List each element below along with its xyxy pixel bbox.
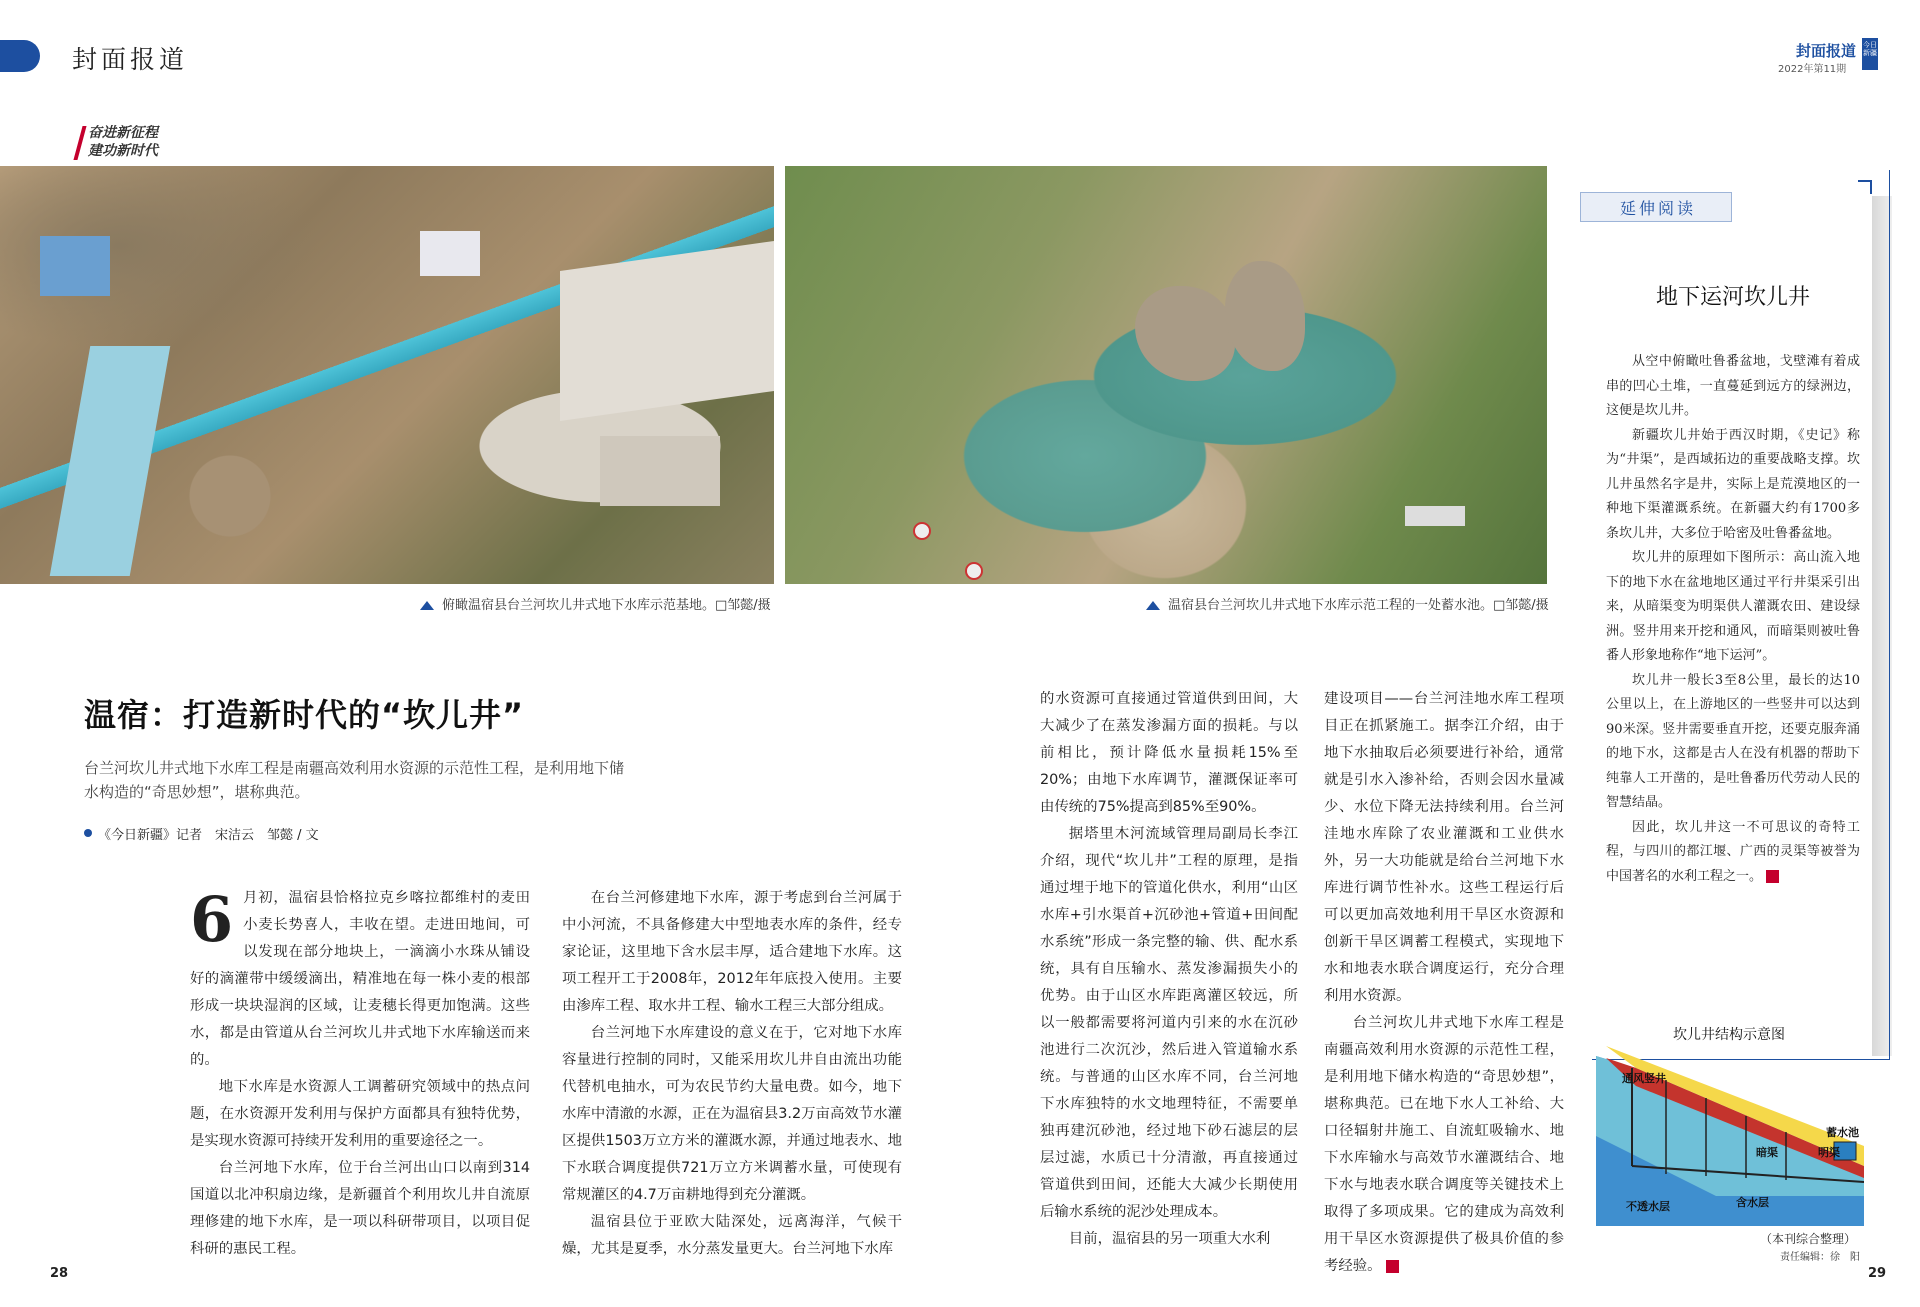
issue-number: 2022年第11期: [1778, 64, 1847, 75]
caption-triangle-icon: [1146, 601, 1160, 610]
paragraph: 台兰河地下水库，位于台兰河出山口以南到314国道以北冲积扇边缘，是新疆首个利用坎儿井自流原理修建的地下水库，是一项以科研带项目，以项目促科研的惠民工程。: [190, 1160, 530, 1257]
paragraph: 台兰河坎儿井式地下水库工程是南疆高效利用水资源的示范性工程，是利用地下储水构造的“奇思妙想”，堪称典范。已在地下水人工补给、大口径辐射井施工、自流虹吸输水、地下水库输水与高效节水灌溉结合、地下水与地表水联合调度等关键技术上取得了多项成果。它的建成为高效利用干旱区水资源提供了极具价值的参考经验。: [1324, 1015, 1564, 1274]
magazine-section-name: 封面报道: [1796, 42, 1857, 60]
end-mark-icon: [1386, 1260, 1399, 1273]
article-column-1: [190, 885, 530, 1263]
sidebar-paragraph: 坎儿井的原理如下图所示：高山流入地下的地下水在盆地地区通过平行井渠采引出来，从暗渠变为明渠供人灌溉农田、建设绿洲。竖井用来开挖和通风，而暗渠则被吐鲁番人形象地称作“地下运河”。: [1606, 550, 1860, 663]
paragraph: 在台兰河修建地下水库，源于考虑到台兰河属于中小河流，不具备修建大中型地表水库的条件，经专家论证，这里地下含水层丰厚，适合建地下水库。这项工程开工于2008年，2012年年底投入使用。主要由渗库工程、取水井工程、输水工程三大部分组成。: [562, 890, 902, 1014]
page-number-right: 29: [1868, 1266, 1887, 1281]
sidebar-text: [1606, 350, 1860, 889]
editor-credit: 责任编辑：徐 阳: [1780, 1252, 1860, 1263]
slogan-mark-icon: [73, 126, 86, 160]
caption-right: 温宿县台兰河坎儿井式地下水库示范工程的一处蓄水池。□邹懿/摄: [1146, 594, 1549, 613]
paragraph: 据塔里木河流域管理局副局长李江介绍，现代“坎儿井”工程的原理，是指通过埋于地下的管道化供水，利用“山区水库+引水渠首+沉砂池+管道+田间配水系统”形成一条完整的输、供、配水系统，具有自压输水、蒸发渗漏损失小的优势。由于山区水库距离灌区较远，所以一般都需要将河道内引来的水在沉砂池进行二次沉沙，然后进入管道输水系统。与普通的山区水库不同，台兰河地下水库独特的水文地理特征，不需要单独再建沉砂池，经过地下砂石滤层的层层过滤，水质已十分清澈，再直接通过管道供到田间，还能大大减少长期使用后输水系统的泥沙处理成本。: [1040, 826, 1298, 1220]
caption-left: 俯瞰温宿县台兰河坎儿井式地下水库示范基地。□邹懿/摄: [420, 594, 771, 613]
sidebar-title: 地下运河坎儿井: [1655, 285, 1810, 310]
paragraph: 月初，温宿县恰格拉克乡喀拉都维村的麦田小麦长势喜人，丰收在望。走进田地间，可以发现在部分地块上，一滴滴小水珠从铺设好的滴灌带中缓缓滴出，精准地在每一株小麦的根部形成一块块湿润的区域，让麦穗长得更加饱满。这些水，都是由管道从台兰河坎儿井式地下水库输送而来的。: [190, 890, 530, 1068]
caption-triangle-icon: [420, 601, 434, 610]
slogan-line-1: 奋进新征程: [88, 125, 158, 141]
article-subtitle: 台兰河坎儿井式地下水库工程是南疆高效利用水资源的示范性工程，是利用地下储水构造的“奇思妙想”，堪称典范。: [84, 759, 625, 801]
sidebar-corner-icon: [1858, 180, 1872, 194]
diagram-title: 坎儿井结构示意图: [1673, 1027, 1785, 1043]
section-title: 封面报道: [72, 45, 189, 74]
byline-dot-icon: [84, 829, 92, 837]
photo-aerial-reservoir-base: [0, 166, 774, 584]
paragraph: 台兰河地下水库建设的意义在于，它对地下水库容量进行控制的同时，又能采用坎儿井自由流出功能代替机电抽水，可为农民节约大量电费。如今，地下水库中清澈的水源，正在为温宿县3.2万亩高效节水灌区提供1503万立方米的灌溉水源，并通过地表水、地下水联合调度提供721万立方米调蓄水量，可使现有常规灌区的4.7万亩耕地得到充分灌溉。: [562, 1025, 902, 1203]
diagram-label-aquifer: 含水层: [1736, 1196, 1769, 1209]
article-column-4: [1324, 686, 1564, 1280]
end-mark-icon: [1766, 870, 1779, 883]
header-accent-bar: [0, 40, 40, 72]
article-title: 温宿：打造新时代的“坎儿井”: [84, 696, 525, 734]
byline: 《今日新疆》记者 宋洁云 邹懿 / 文: [98, 828, 319, 843]
diagram-label-pool: 蓄水池: [1826, 1126, 1859, 1139]
slogan-line-2: 建功新时代: [88, 143, 158, 159]
paragraph: 的水资源可直接通过管道供到田间，大大减少了在蒸发渗漏方面的损耗。与以前相比，预计降低水量损耗15%至20%；由地下水库调节，灌溉保证率可由传统的75%提高到85%至90%。: [1040, 691, 1298, 815]
page-number-left: 28: [50, 1266, 69, 1281]
diagram-label-open: 明渠: [1818, 1146, 1840, 1159]
paragraph: 地下水库是水资源人工调蓄研究领域中的热点问题，在水资源开发利用与保护方面都具有独特优势，是实现水资源可持续开发利用的重要途径之一。: [190, 1079, 530, 1149]
diagram-label-impermeable: 不透水层: [1626, 1200, 1670, 1213]
sidebar-tab-label: 延伸阅读: [1620, 199, 1697, 218]
photo-storage-pool: [785, 166, 1547, 584]
diagram-source-note: （本刊综合整理）: [1760, 1232, 1857, 1246]
paragraph: 温宿县位于亚欧大陆深处，远离海洋，气候干燥，尤其是夏季，水分蒸发量更大。台兰河地下水库: [562, 1214, 902, 1257]
article-column-3: [1040, 686, 1298, 1253]
magazine-logo-box: 今日新疆: [1862, 38, 1878, 70]
sidebar-paragraph: 新疆坎儿井始于西汉时期，《史记》称为“井渠”，是西域拓边的重要战略支撑。坎儿井虽然名字是井，实际上是荒漠地区的一种地下渠灌溉系统。在新疆大约有1700多条坎儿井，大多位于哈密及吐鲁番盆地。: [1606, 427, 1860, 541]
sidebar-paragraph: 坎儿井一般长3至8公里，最长的达10公里以上，在上游地区的一些竖井可以达到90米深。竖井需要垂直开挖，还要克服奔涌的地下水，这都是古人在没有机器的帮助下纯靠人工开凿的，是吐鲁番历代劳动人民的智慧结晶。: [1606, 672, 1860, 810]
diagram-label-shaft: 通风竖井: [1622, 1072, 1666, 1085]
karez-structure-diagram: [1596, 1046, 1864, 1226]
sidebar-paragraph: 因此，坎儿井这一不可思议的奇特工程，与四川的都江堰、广西的灵渠等被誉为中国著名的水利工程之一。: [1606, 819, 1860, 884]
article-column-2: [562, 885, 902, 1263]
slogan: [88, 124, 158, 160]
diagram-label-dark: 暗渠: [1756, 1146, 1778, 1159]
dropcap: 6: [190, 883, 234, 956]
paragraph: 建设项目——台兰河洼地水库工程项目正在抓紧施工。据李江介绍，由于地下水抽取后必须要进行补给，通常就是引水入渗补给，否则会因水量减少、水位下降无法持续利用。台兰河洼地水库除了农业灌溉和工业供水外，另一大功能就是给台兰河地下水库进行调节性补水。这些工程运行后可以更加高效地利用干旱区水资源和创新干旱区调蓄工程模式，实现地下水和地表水联合调度运行，充分合理利用水资源。: [1324, 691, 1564, 1004]
paragraph: 目前，温宿县的另一项重大水利: [1068, 1231, 1271, 1247]
sidebar-paragraph: 从空中俯瞰吐鲁番盆地，戈壁滩有着成串的凹心土堆，一直蔓延到远方的绿洲边，这便是坎儿井。: [1606, 354, 1860, 418]
